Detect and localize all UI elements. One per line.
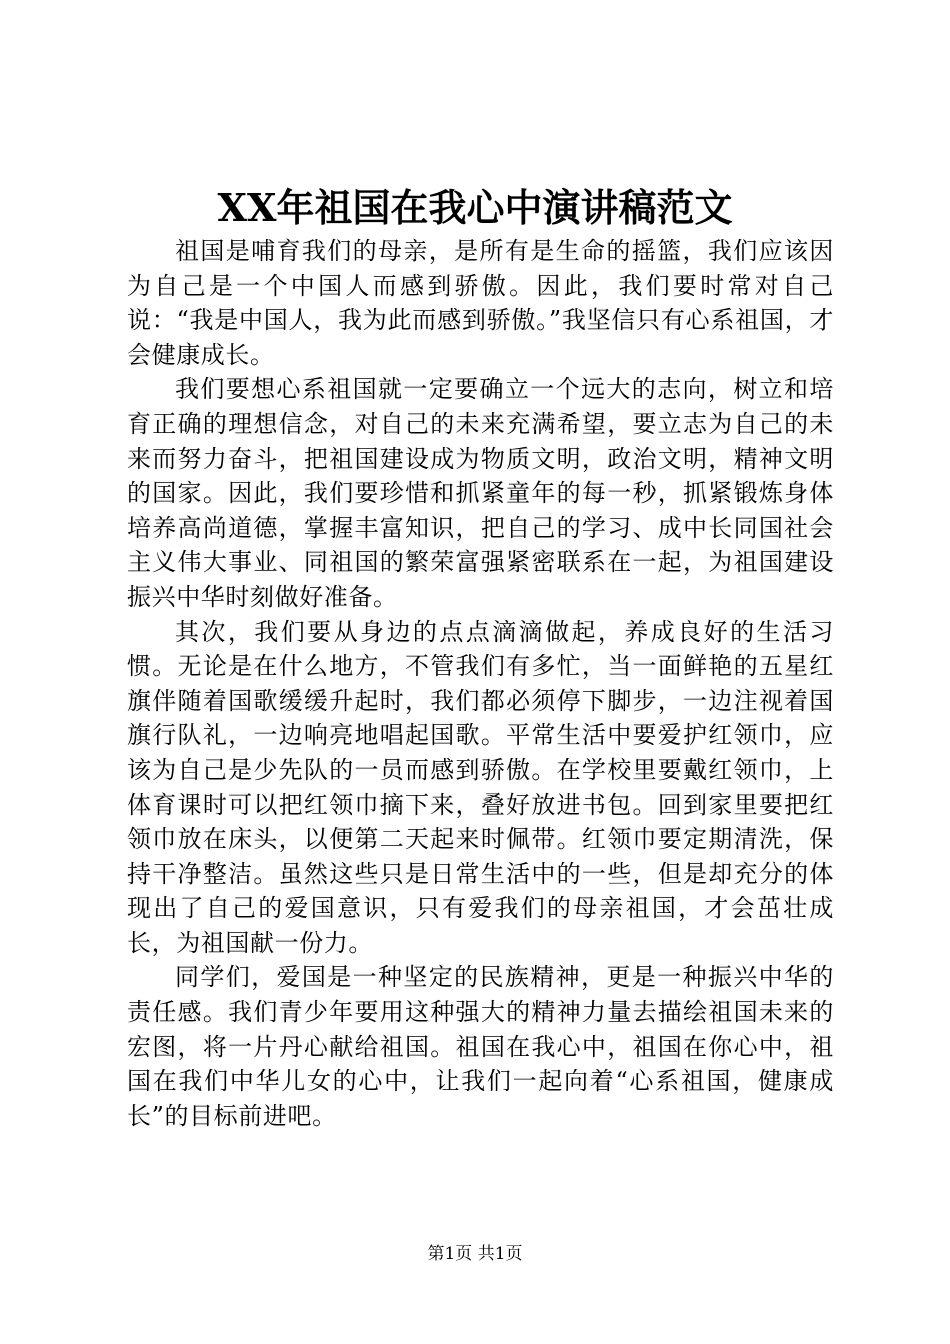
document-title: XX年祖国在我心中演讲稿范文 [217,185,733,230]
paragraph-4: 同学们，爱国是一种坚定的民族精神，更是一种振兴中华的责任感。我们青少年要用这种强大的精神力量去描绘祖国未来的宏图，将一片丹心献给祖国。祖国在我心中，祖国在你心中，祖国在我们中华儿女的心中，让我们一起向着“心系祖国，健康成长”的目标前进吧。 [127,963,834,1130]
paragraph-3: 其次，我们要从身边的点点滴滴做起，养成良好的生活习惯。无论是在什么地方，不管我们有多忙，当一面鲜艳的五星红旗伴随着国歌缓缓升起时，我们都必须停下脚步，一边注视着国旗行队礼，一边响亮地唱起国歌。平常生活中要爱护红领巾，应该为自己是少先队的一员而感到骄傲。在学校里要戴红领巾，上体育课时可以把红领巾摘下来，叠好放进书包。回到家里要把红领巾放在床头，以便第二天起来时佩带。红领巾要定期清洗，保持干净整洁。虽然这些只是日常生活中的一些，但是却充分的体现出了自己的爱国意识，只有爱我们的母亲祖国，才会茁壮成长，为祖国献一份力。 [127,617,834,957]
paragraph-2: 我们要想心系祖国就一定要确立一个远大的志向，树立和培育正确的理想信念，对自己的未来充满希望，要立志为自己的未来而努力奋斗，把祖国建设成为物质文明，政治文明，精神文明的国家。因此，我们要珍惜和抓紧童年的每一秒，抓紧锻炼身体培养高尚道德，掌握丰富知识，把自己的学习、成中长同国社会主义伟大事业、同祖国的繁荣富强紧密联系在一起，为祖国建设振兴中华时刻做好准备。 [127,375,834,611]
paragraph-1: 祖国是哺育我们的母亲，是所有是生命的摇篮，我们应该因为自己是一个中国人而感到骄傲。因此，我们要时常对自己说：“我是中国人，我为此而感到骄傲。”我坚信只有心系祖国，才会健康成长。 [127,237,834,369]
document-body [127,234,834,1133]
page-footer: 第1页 共1页 [427,1244,523,1264]
